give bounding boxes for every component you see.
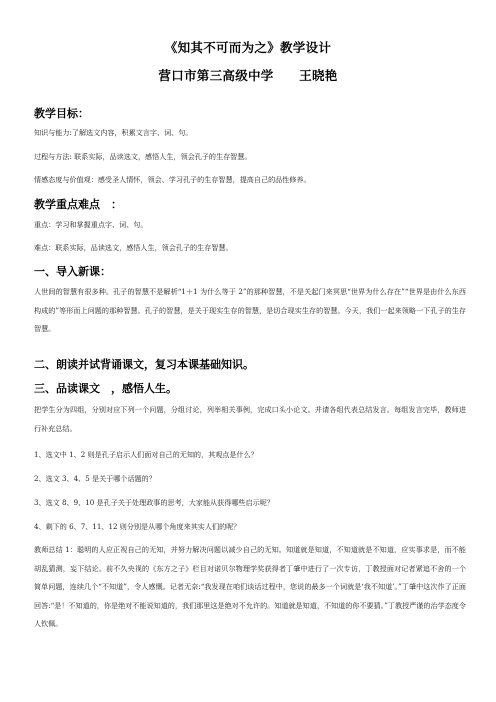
intro-heading: 一、导入新课： (34, 265, 111, 278)
goals-heading: 教学目标： (34, 107, 89, 120)
goal-item: 过程与方法: 联系实际，品读选文，感悟人生，领会孔子的生存智慧。 (34, 152, 252, 161)
key-points-heading: 教学重点难点 ： (34, 198, 122, 211)
section3-intro: 把学生分为四组，分别对应下列一个问题，分组讨论，列举相关事例，完成口头小论文。并请各组代表总结发言。每组发言完毕，教师进行补充总结。 (34, 405, 466, 433)
question-item: 1、选文中 1、2 则是孔子启示人们面对自己的无知的，其观点是什么？ (34, 450, 258, 459)
goal-item: 知识与能力:了解选文内容，积累文言字、词、句。 (34, 128, 193, 137)
document-title: 《知其不可而为之》教学设计 (164, 40, 332, 55)
question-item: 3、选文 8、9、10 是孔子关于处理政事的思考，大家能从获得哪些启示呢？ (34, 498, 274, 507)
key-point-item: 重点：学习和掌握重点字、词、句。 (34, 220, 148, 229)
question-item: 4、剩下的 6、7、11、12 则分别是从哪个角度来其实人们的呢？ (34, 522, 241, 531)
document-subtitle: 营口市第三高级中学 王晓艳 (158, 68, 338, 83)
section2-heading: 二、朗读并试背诵课文，复习本课基础知识。 (34, 358, 254, 371)
question-item: 2、选文 3、4、5 是关于哪个话题的？ (34, 474, 156, 483)
key-point-item: 难点：联系实际，品读选文，感悟人生，领会孔子的生存智慧。 (34, 243, 233, 252)
intro-paragraph: 人世间的智慧有很多种。孔子的智慧不是解析“1＋1 为什么等于 2”的那种智慧，不是关起门来冥思“世界为什么存在”“世界是由什么东西构成的”等形而上问题的那种智慧。孔子的智慧，是关于现实生存的智慧，是切合现实生存的智慧。今天，我们一起来领略一下孔子的生存智慧。 (34, 287, 466, 334)
goal-item: 情感态度与价值观：感受圣人情怀，领会、学习孔子的生存智慧，提高自己的品性修养。 (34, 175, 311, 184)
section3-heading: 三、品读课文 ，感悟人生。 (34, 382, 177, 395)
teacher-summary: 教师总结 1：聪明的人应正视自己的无知，并努力解决问题以减少自己的无知。知道就是知道，不知道就是不知道，应实事求是，而不能胡乱猜测，妄下结论。前不久央视的《东方之子》栏目对诺贝尔物理学奖获得者丁肇中进行了一次专访，丁教授面对记者紧追不舍的一个简单问题，连续几个“不知道”，令人感慨。记者无奈:“我发现在咱们谈话过程中，您说的最多一个词就是‘我不知道’。”丁肇中这次作了正面回答:“是！不知道的，你是绝对不能说知道的，我们那里这是绝对不允许的。知道就是知道，不知道的你不要猜。”丁教授严谨的治学态度令人钦佩。 (34, 545, 466, 629)
